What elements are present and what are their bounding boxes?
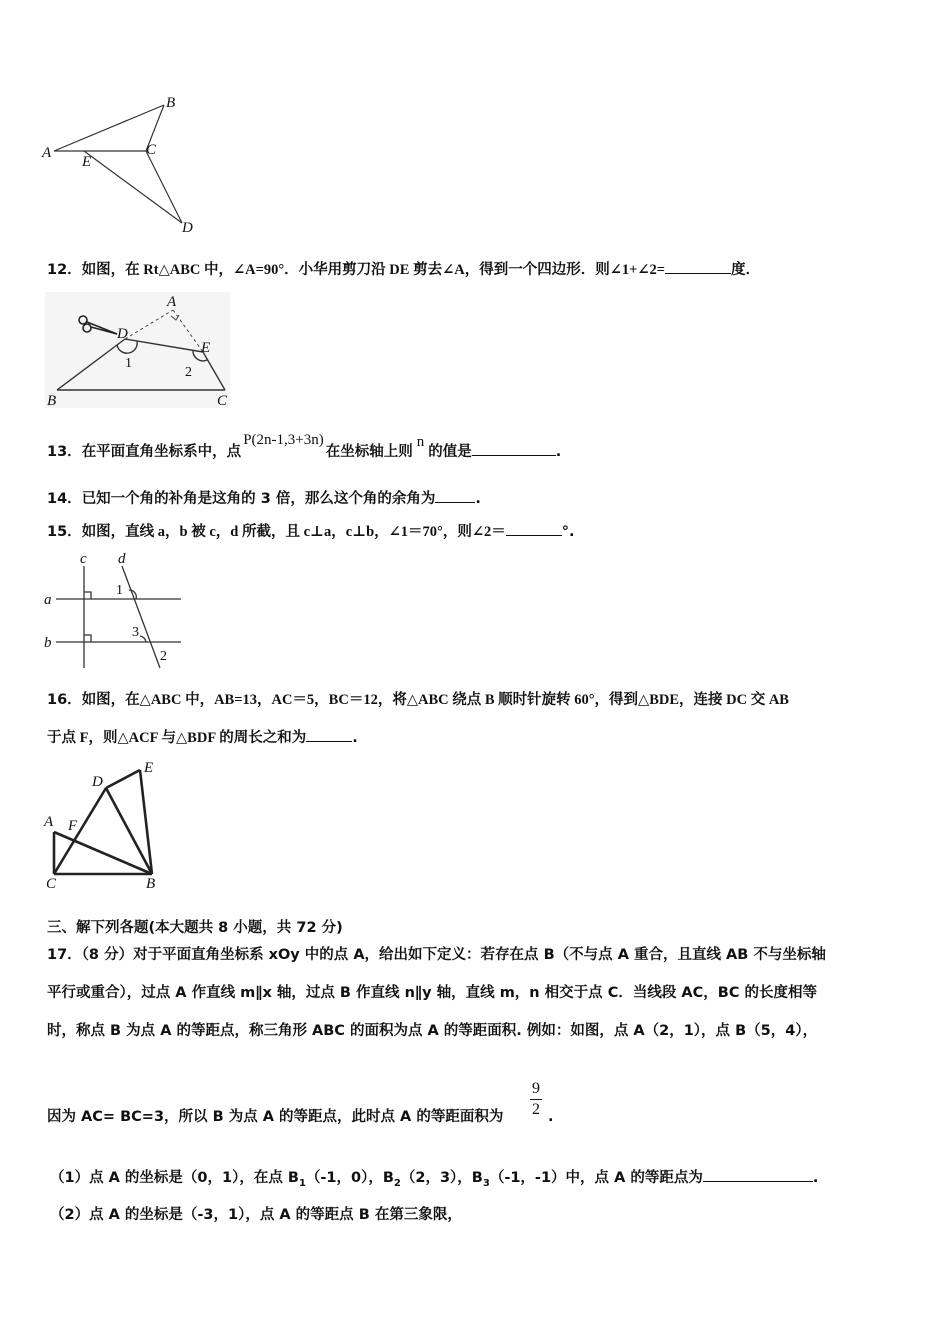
fraction-nine-halves: 9 2 [532, 1080, 540, 1118]
label-D: D [182, 220, 193, 236]
angle-1-label: 1 [116, 583, 123, 598]
label-F: F [68, 818, 78, 834]
label-d: d [118, 551, 126, 567]
label-E: E [144, 760, 154, 776]
point-p-expression: P(2n-1,3+3n) [243, 432, 324, 448]
question-16-line2: 于点 F，则△ACF 与△BDF 的周长之和为 . [47, 727, 358, 748]
answer-blank-15[interactable] [506, 521, 562, 536]
question-17-part2: （2）点 A 的坐标是（-3，1），点 A 的等距点 B 在第三象限， [50, 1207, 462, 1223]
label-B: B [146, 876, 156, 892]
question-16-line1: 16．如图，在△ABC 中，AB=13，AC＝5，BC＝12，将△ABC 绕点 B 顺时针旋转 60°，得到△BDE，连接 DC 交 AB [47, 692, 789, 708]
figure-q12 [45, 292, 235, 410]
label-D: D [92, 774, 103, 790]
answer-blank-14[interactable] [435, 488, 475, 503]
label-A: A [44, 814, 54, 830]
label-A: A [167, 294, 177, 310]
question-17-line4-tail: . [548, 1109, 554, 1125]
label-A: A [42, 145, 52, 161]
answer-blank-16[interactable] [306, 727, 352, 742]
answer-blank-12[interactable] [665, 259, 731, 274]
question-17-line3: 时，称点 B 为点 A 的等距点，称三角形 ABC 的面积为点 A 的等距面积. 例如：如图，点 A（2，1），点 B（5，4）， [47, 1023, 818, 1039]
angle-2-label: 2 [185, 365, 192, 380]
answer-blank-17-1[interactable] [703, 1167, 813, 1182]
label-C: C [217, 393, 228, 409]
question-15: 15．如图，直线 a，b 被 c，d 所截，且 c⊥a，c⊥b，∠1＝70°，则∠2＝ °. [47, 521, 575, 542]
angle-1-label: 1 [125, 356, 132, 371]
figure-q16 [38, 756, 168, 896]
label-E: E [201, 340, 211, 356]
question-14: 14．已知一个角的补角是这角的 3 倍，那么这个角的余角为 . [47, 488, 481, 509]
label-E: E [82, 154, 92, 170]
label-B: B [47, 393, 57, 409]
question-17-line1: 17．（8 分）对于平面直角坐标系 xOy 中的点 A，给出如下定义：若存在点 B（不与点 A 重合，且直线 AB 不与坐标轴 [47, 947, 826, 963]
question-17-line2: 平行或重合），过点 A 作直线 m∥x 轴，过点 B 作直线 n∥y 轴，直线 m，n 相交于点 C．当线段 AC，BC 的长度相等 [47, 985, 818, 1001]
label-C: C [146, 142, 157, 158]
answer-blank-13[interactable] [472, 441, 556, 456]
question-12: 12．如图，在 Rt△ABC 中，∠A=90°．小华用剪刀沿 DE 剪去∠A，得到一个四边形．则∠1+∠2= 度． [47, 259, 760, 280]
label-B: B [166, 95, 176, 111]
label-b: b [44, 635, 52, 651]
question-13: 13．在平面直角坐标系中，点P(2n-1,3+3n)在坐标轴上则n的值是 . [47, 432, 562, 460]
angle-2-label: 2 [160, 649, 167, 664]
label-D: D [117, 326, 128, 342]
label-c: c [80, 551, 87, 567]
question-17-line4: 因为 AC= BC=3，所以 B 为点 A 的等距点，此时点 A 的等距面积为 [47, 1109, 504, 1125]
label-C: C [46, 876, 57, 892]
angle-3-label: 3 [132, 625, 139, 640]
question-17-part1: （1）点 A 的坐标是（0，1），在点 $B_1(-1$，0），$B_2(2$，3），$B_3(-1$，-1）中，点 A 的等距点为 . [50, 1167, 818, 1194]
figure-q15 [40, 548, 190, 670]
label-a: a [44, 592, 52, 608]
section-3-heading: 三、解下列各题(本大题共 8 小题，共 72 分) [47, 920, 343, 936]
figure-q11 [40, 95, 210, 240]
